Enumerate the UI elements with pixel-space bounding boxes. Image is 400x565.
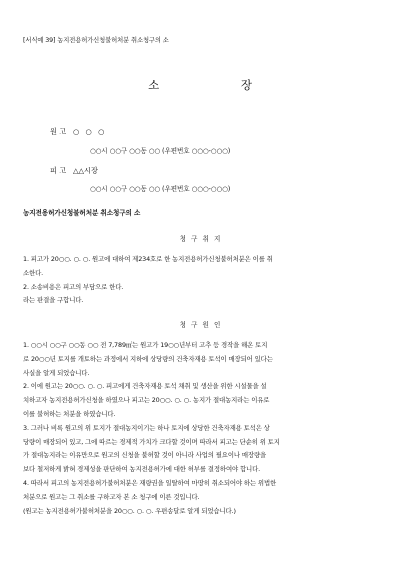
cause-line: 1. ○○시 ○○구 ○○동 ○○ 전 7,789㎡는 원고가 19○○년부터 고추 등 경작을 해온 토지 — [23, 341, 268, 349]
cause-line: 사실을 알게 되었습니다. — [23, 368, 90, 377]
claim-line: 소한다. — [23, 268, 44, 277]
claim-line: 라는 판결을 구합니다. — [23, 296, 84, 305]
plaintiff-name: ○ ○ ○ — [73, 127, 107, 136]
document-title: 소 장 — [148, 78, 252, 92]
plaintiff-address: ○○시 ○○구 ○○동 ○○ (우편번호 ○○○-○○○) — [90, 147, 231, 155]
defendant-name: △△시장 — [73, 166, 98, 175]
claim-body — [23, 253, 383, 308]
cause-line: 이를 불허하는 처분을 하였습니다. — [23, 409, 116, 418]
cause-line: 보다 철저하게 밝혀 경제성을 판단하여 농지전용허가에 대한 허부를 결정하여야 합니다. — [23, 465, 261, 474]
cause-line: 3. 그러나 비록 원고의 위 토지가 절대농지이기는 하나 토지에 상당한 건축자재용 토석은 상 — [23, 423, 270, 432]
claim-section-title: 청 구 취 지 — [179, 235, 221, 243]
cause-body — [23, 339, 383, 518]
defendant-address: ○○시 ○○구 ○○동 ○○ (우편번호 ○○○-○○○) — [90, 185, 231, 193]
case-name: 농지전용허가신청불허처분 취소청구의 소 — [23, 209, 141, 217]
cause-section-title: 청 구 원 인 — [179, 321, 221, 329]
cause-line: (원고는 농지전용허가불허처분을 20○○. ○. ○. 우편송달로 알게 되었습니다.) — [23, 506, 236, 515]
defendant-role: 피 고 — [50, 166, 67, 175]
cause-line: 로 20○○년 토지를 개토하는 과정에서 지하에 상당량의 건축자재용 토석이 매장되어 있다는 — [23, 354, 273, 363]
claim-line: 1. 피고가 20○○. ○. ○. 원고에 대하여 제234호로 한 농지전용허가신청불허처분은 이를 취 — [23, 255, 273, 263]
cause-line: 당량이 매장되어 있고, 그에 따르는 경제적 가치가 크다할 것이며 따라서 피고는 단순히 위 토지 — [23, 437, 280, 446]
claim-line: 2. 소송비용은 피고의 부담으로 한다. — [23, 282, 124, 291]
cause-line: 2. 이에 원고는 20○○. ○. ○. 피고에게 건축자재용 토석 채취 및 생산을 위한 시설물을 설 — [23, 382, 267, 391]
cause-line: 치하고자 농지전용허가신청을 하였으나 피고는 20○○. ○. ○. 농지가 절대농지라는 이유로 — [23, 396, 270, 405]
cause-line: 가 절대농지라는 이유만으로 원고의 신청을 불허할 것이 아니라 사업의 필요이나 매장량을 — [23, 451, 267, 460]
cause-line: 4. 따라서 피고의 농지전용허가불허처분은 재량권을 일탈하여 마땅히 취소되어야 하는 위법한 — [23, 478, 277, 487]
plaintiff-role: 원 고 — [50, 127, 67, 136]
form-label: [서식예 39] 농지전용허가신청불허처분 취소청구의 소 — [23, 37, 169, 44]
cause-line: 처분으로 원고는 그 취소를 구하고자 본 소 청구에 이른 것입니다. — [23, 492, 200, 501]
